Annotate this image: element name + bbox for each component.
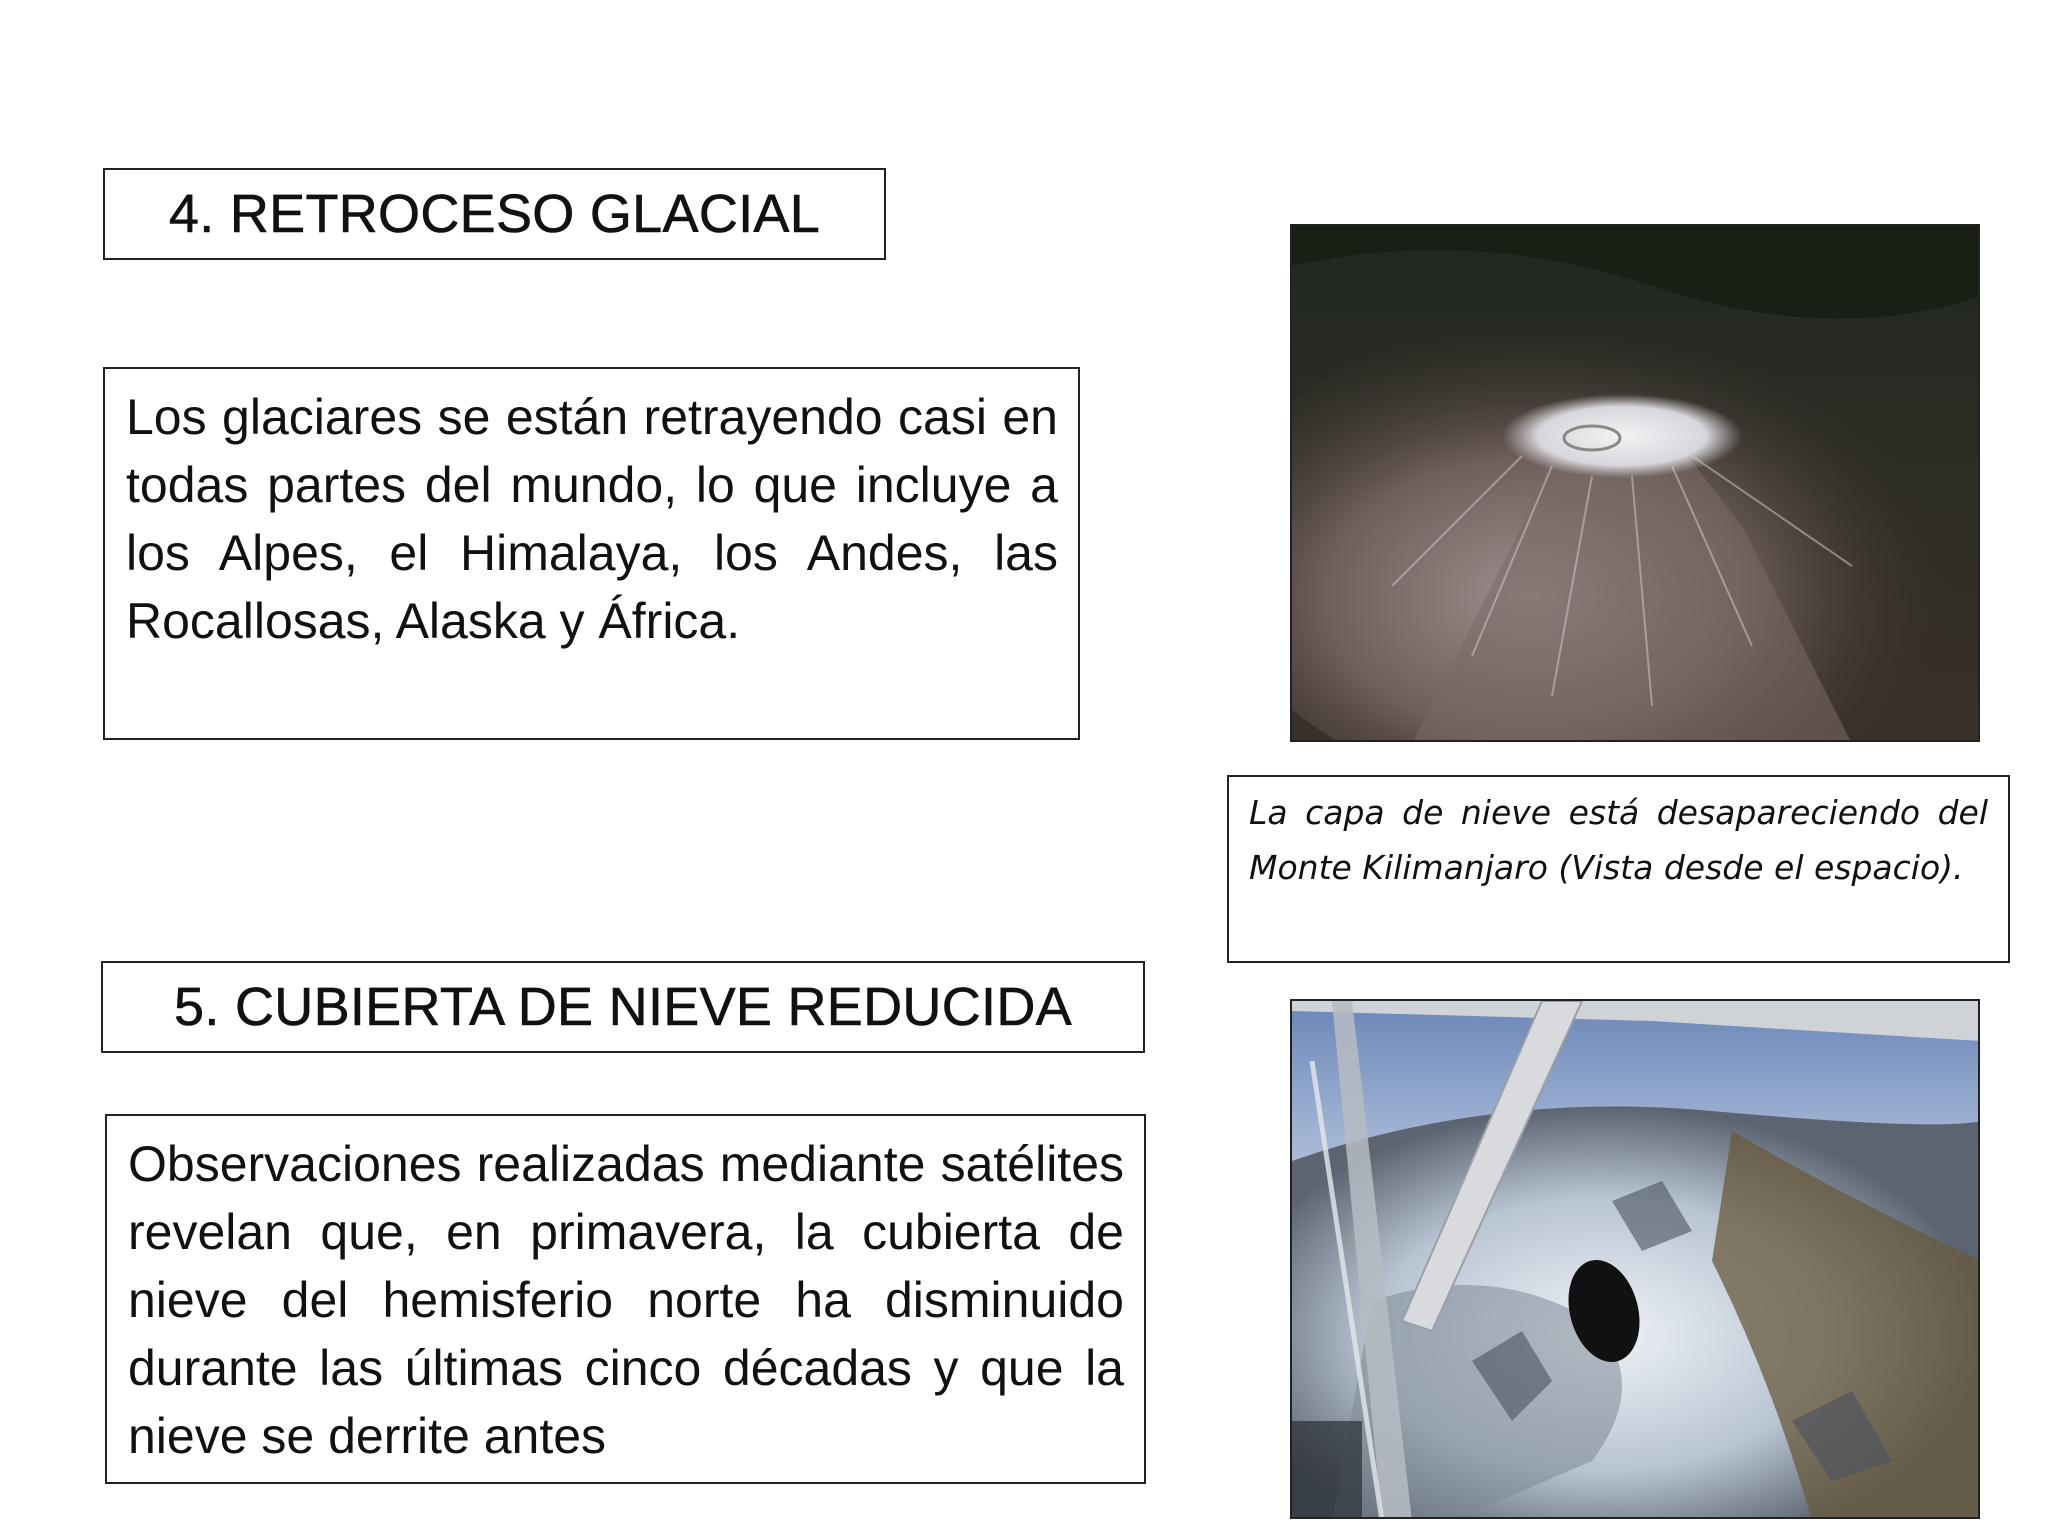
section-5-paragraph-box	[105, 1114, 1146, 1484]
kilimanjaro-photo	[1290, 224, 1980, 742]
section-4-paragraph: Los glaciares se están retrayendo casi en todas partes del mundo, lo que incluye a los Alpes, el Himalaya, los Andes, las Rocallosas, Alaska y África.	[126, 389, 1058, 649]
section-4-heading-box	[103, 168, 886, 260]
kilimanjaro-caption-box	[1227, 775, 2010, 963]
aerial-snow-photo	[1290, 999, 1980, 1519]
section-5-paragraph: Observaciones realizadas mediante satélites revelan que, en primavera, la cubierta de nieve del hemisferio norte ha disminuido durante las últimas cinco décadas y que la nieve se derrite antes	[128, 1136, 1124, 1464]
section-4-heading: 4. RETROCESO GLACIAL	[168, 184, 821, 244]
kilimanjaro-caption: La capa de nieve está desapareciendo del Monte Kilimanjaro (Vista desde el espacio).	[1249, 793, 1988, 887]
section-5-heading: 5. CUBIERTA DE NIEVE REDUCIDA	[174, 977, 1072, 1037]
section-4-paragraph-box	[103, 367, 1080, 740]
section-5-heading-box	[101, 961, 1145, 1053]
